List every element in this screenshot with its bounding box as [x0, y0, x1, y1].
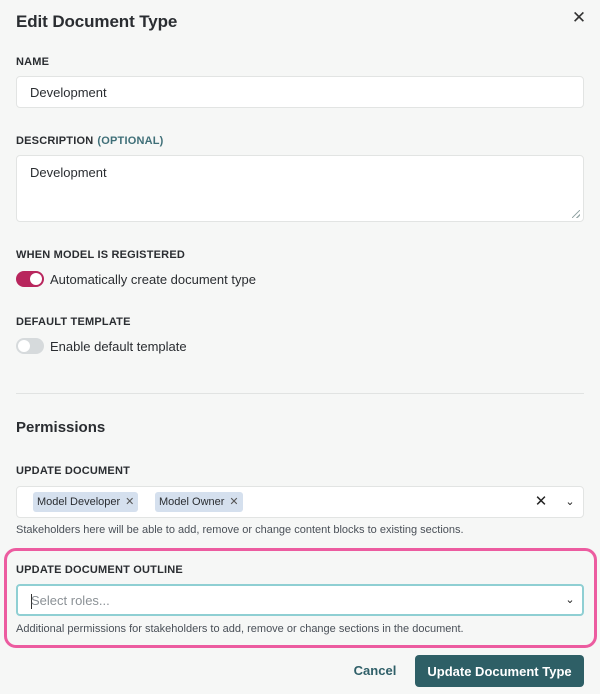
- model-registered-label: WHEN MODEL IS REGISTERED: [16, 249, 185, 261]
- update-document-help: Stakeholders here will be able to add, remove or change content blocks to existing sections.: [16, 524, 464, 536]
- update-outline-help: Additional permissions for stakeholders to add, remove or change sections in the document.: [16, 623, 464, 635]
- update-outline-select[interactable]: [16, 584, 584, 616]
- permissions-title: Permissions: [16, 419, 106, 436]
- toggle-knob: [30, 273, 42, 285]
- toggle-knob: [18, 340, 30, 352]
- description-textarea[interactable]: [16, 155, 584, 222]
- dialog-title: Edit Document Type: [16, 12, 178, 31]
- role-tag-label: Model Owner: [159, 496, 225, 508]
- remove-tag-icon[interactable]: ✕: [229, 496, 239, 508]
- default-template-toggle-label: Enable default template: [50, 338, 187, 354]
- cancel-button[interactable]: Cancel: [344, 656, 406, 684]
- role-tag-label: Model Developer: [37, 496, 121, 508]
- update-document-label: UPDATE DOCUMENT: [16, 465, 131, 477]
- name-label: NAME: [16, 56, 50, 68]
- name-input[interactable]: Development: [16, 76, 584, 108]
- roles-placeholder: Select roles...: [31, 593, 110, 608]
- update-document-select[interactable]: [16, 486, 584, 518]
- chevron-down-icon[interactable]: ⌄: [565, 594, 575, 606]
- section-divider: [16, 393, 584, 394]
- default-template-toggle-row: [16, 338, 187, 354]
- chevron-down-icon[interactable]: ⌄: [565, 496, 575, 508]
- description-label-text: DESCRIPTION: [16, 135, 94, 147]
- remove-tag-icon[interactable]: ✕: [125, 496, 135, 508]
- default-template-toggle[interactable]: [16, 338, 44, 354]
- resize-handle-icon[interactable]: [572, 210, 580, 218]
- clear-icon[interactable]: ✕: [534, 493, 548, 510]
- optional-label: (OPTIONAL): [97, 135, 164, 147]
- close-icon[interactable]: ✕: [571, 8, 587, 27]
- auto-create-label: Automatically create document type: [50, 271, 256, 287]
- default-template-label: DEFAULT TEMPLATE: [16, 316, 131, 328]
- description-value: Development: [30, 165, 107, 180]
- auto-create-toggle-row: [16, 271, 256, 287]
- role-tag-model-owner: [155, 492, 243, 512]
- description-label: [16, 135, 164, 147]
- auto-create-toggle[interactable]: [16, 271, 44, 287]
- update-outline-label: UPDATE DOCUMENT OUTLINE: [16, 564, 183, 576]
- update-document-type-button[interactable]: Update Document Type: [415, 655, 584, 687]
- role-tag-model-developer: [33, 492, 138, 512]
